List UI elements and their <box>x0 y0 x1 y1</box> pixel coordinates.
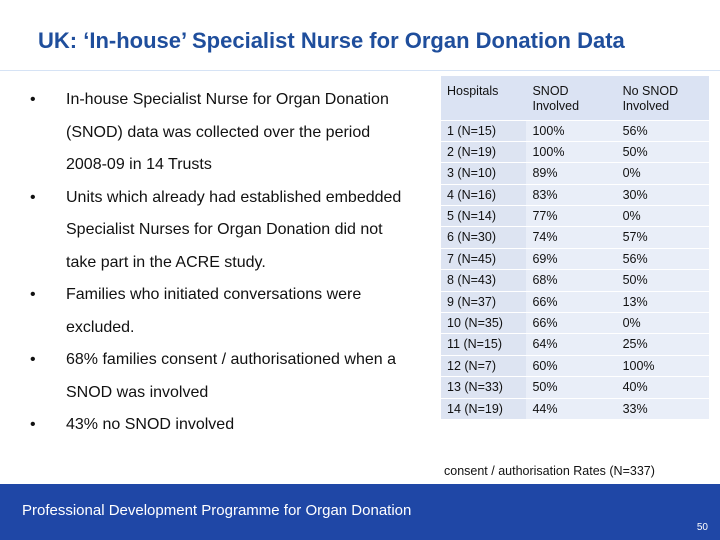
table-row <box>441 313 709 334</box>
cell-no-snod: 57% <box>617 227 709 248</box>
cell-snod: 69% <box>526 248 616 269</box>
table-row <box>441 291 709 312</box>
cell-no-snod: 33% <box>617 398 709 419</box>
cell-no-snod: 0% <box>617 313 709 334</box>
cell-hospital: 14 (N=19) <box>441 398 526 419</box>
bullet-marker: • <box>30 351 36 368</box>
cell-hospital: 1 (N=15) <box>441 120 526 141</box>
cell-hospital: 2 (N=19) <box>441 141 526 162</box>
bullet-item <box>30 182 410 280</box>
bullet-item <box>30 84 410 182</box>
cell-snod: 83% <box>526 184 616 205</box>
bullet-marker: • <box>30 416 36 433</box>
header-snod-involved: SNOD Involved <box>526 76 616 120</box>
cell-hospital: 3 (N=10) <box>441 163 526 184</box>
cell-no-snod: 56% <box>617 120 709 141</box>
cell-hospital: 9 (N=37) <box>441 291 526 312</box>
page-number: 50 <box>696 522 708 533</box>
cell-snod: 77% <box>526 206 616 227</box>
cell-hospital: 8 (N=43) <box>441 270 526 291</box>
cell-no-snod: 0% <box>617 206 709 227</box>
table-row <box>441 227 709 248</box>
cell-snod: 44% <box>526 398 616 419</box>
cell-no-snod: 100% <box>617 355 709 376</box>
bullet-item <box>30 344 410 409</box>
bullet-item <box>30 279 410 344</box>
bullet-text: 68% families consent / authorisationed when a SNOD was involved <box>66 351 396 401</box>
cell-hospital: 5 (N=14) <box>441 206 526 227</box>
bullet-item <box>30 409 410 442</box>
table-row <box>441 120 709 141</box>
cell-no-snod: 56% <box>617 248 709 269</box>
cell-no-snod: 30% <box>617 184 709 205</box>
header-hospitals: Hospitals <box>441 76 526 120</box>
cell-hospital: 13 (N=33) <box>441 377 526 398</box>
footer-programme-title: Professional Development Programme for Organ Donation <box>22 502 412 519</box>
cell-snod: 66% <box>526 291 616 312</box>
table-row <box>441 163 709 184</box>
table-row <box>441 206 709 227</box>
cell-no-snod: 13% <box>617 291 709 312</box>
cell-hospital: 4 (N=16) <box>441 184 526 205</box>
bullet-list <box>30 84 410 442</box>
cell-snod: 89% <box>526 163 616 184</box>
cell-no-snod: 0% <box>617 163 709 184</box>
cell-hospital: 11 (N=15) <box>441 334 526 355</box>
table-caption: consent / authorisation Rates (N=337) <box>444 464 655 478</box>
cell-hospital: 7 (N=45) <box>441 248 526 269</box>
table-row <box>441 355 709 376</box>
cell-snod: 50% <box>526 377 616 398</box>
bullet-marker: • <box>30 91 36 108</box>
bullet-text: In-house Specialist Nurse for Organ Donation (SNOD) data was collected over the period 2008-09 in 14 Trusts <box>66 91 389 173</box>
table-row <box>441 184 709 205</box>
cell-snod: 100% <box>526 141 616 162</box>
cell-hospital: 6 (N=30) <box>441 227 526 248</box>
cell-snod: 64% <box>526 334 616 355</box>
bullet-text: Units which already had established embedded Specialist Nurses for Organ Donation did not take part in the ACRE study. <box>66 188 402 271</box>
table-row <box>441 398 709 419</box>
cell-hospital: 12 (N=7) <box>441 355 526 376</box>
table-row <box>441 141 709 162</box>
cell-no-snod: 50% <box>617 270 709 291</box>
cell-snod: 68% <box>526 270 616 291</box>
cell-snod: 66% <box>526 313 616 334</box>
title-divider <box>0 70 720 71</box>
cell-no-snod: 40% <box>617 377 709 398</box>
cell-snod: 60% <box>526 355 616 376</box>
table-row <box>441 248 709 269</box>
bullet-marker: • <box>30 286 36 303</box>
header-no-snod-involved: No SNOD Involved <box>617 76 709 120</box>
table-row <box>441 334 709 355</box>
footer-bar <box>0 484 720 540</box>
cell-snod: 74% <box>526 227 616 248</box>
bullet-text: Families who initiated conversations were excluded. <box>66 286 362 336</box>
cell-snod: 100% <box>526 120 616 141</box>
consent-rates-table <box>441 76 709 420</box>
table-header-row <box>441 76 709 120</box>
table-row <box>441 377 709 398</box>
bullet-text: 43% no SNOD involved <box>66 416 235 433</box>
cell-no-snod: 25% <box>617 334 709 355</box>
cell-no-snod: 50% <box>617 141 709 162</box>
slide-title: UK: ‘In-house’ Specialist Nurse for Organ Donation Data <box>38 28 625 53</box>
bullet-marker: • <box>30 188 36 206</box>
cell-hospital: 10 (N=35) <box>441 313 526 334</box>
table-row <box>441 270 709 291</box>
